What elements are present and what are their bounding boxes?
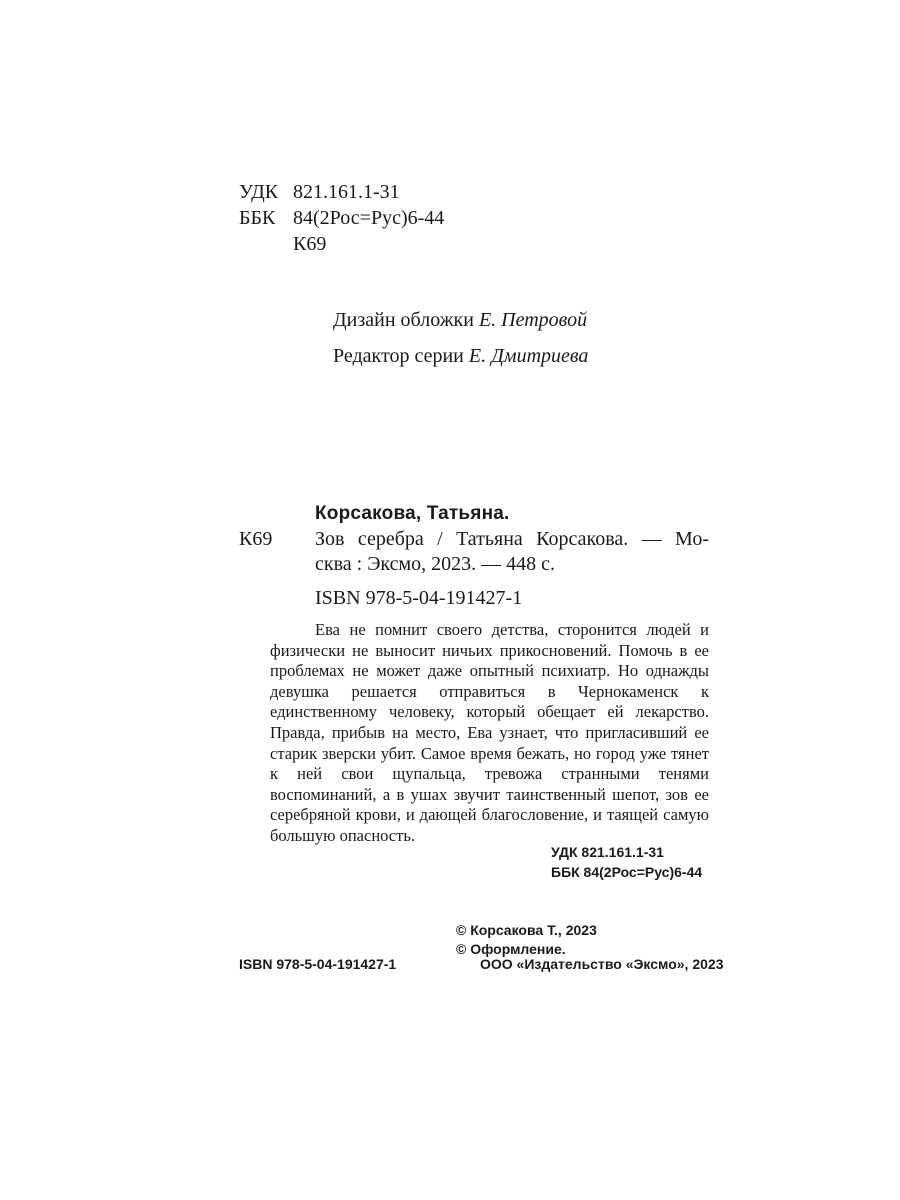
isbn-footer: ISBN 978-5-04-191427-1: [239, 956, 397, 972]
title-line-1: Зов серебра / Татьяна Корсакова. — Мо-: [315, 528, 709, 550]
author-copyright: © Корсакова Т., 2023: [456, 922, 597, 938]
isbn-line: ISBN 978-5-04-191427-1: [315, 587, 523, 609]
author-heading: Корсакова, Татьяна.: [315, 503, 510, 524]
bbk-small: ББК 84(2Рос=Рус)6-44: [551, 864, 703, 880]
udk-label: УДК: [239, 181, 279, 203]
classification-block: [239, 180, 499, 256]
bbk-value: 84(2Рос=Рус)6-44: [293, 207, 445, 229]
title-line-2: сква : Эксмо, 2023. — 448 с.: [315, 553, 556, 575]
series-editor-label: Редактор серии: [333, 345, 464, 367]
udk-value: 821.161.1-31: [293, 181, 400, 203]
udk-small: УДК 821.161.1-31: [551, 844, 664, 860]
series-editor-name: Е. Дмитриева: [468, 345, 589, 367]
bbk-label: ББК: [239, 207, 276, 229]
annotation-text: Ева не помнит своего детства, сторонится людей и физически не выносит ничьих прикосновений. Помочь в ее проблемах не может даже опытный психиатр. Но однажды девушка решается отправиться в Чернокаменск к единственному человеку, который обещает ей лекарство. Правда, прибыв на место, Ева узнает, что пригласивший ее старик зверски убит. Самое время бежать, но город уже тянет к ней свои щупальца, тревожа странными тенями воспоминаний, а в ушах звучит таинственный шепот, зов ее серебряной крови, и дающей благословение, и таящей самую большую опасность.: [270, 620, 709, 845]
cover-design-label: Дизайн обложки: [333, 309, 474, 331]
cover-designer-name: Е. Петровой: [478, 309, 588, 331]
design-copyright: © Оформление.: [456, 941, 566, 957]
series-editor-credit: [333, 344, 588, 368]
author-sign-code: К69: [293, 233, 327, 255]
author-sign: К69: [239, 528, 273, 550]
publisher-copyright: ООО «Издательство «Эксмо», 2023: [480, 956, 724, 972]
cover-design-credit: [333, 308, 587, 332]
